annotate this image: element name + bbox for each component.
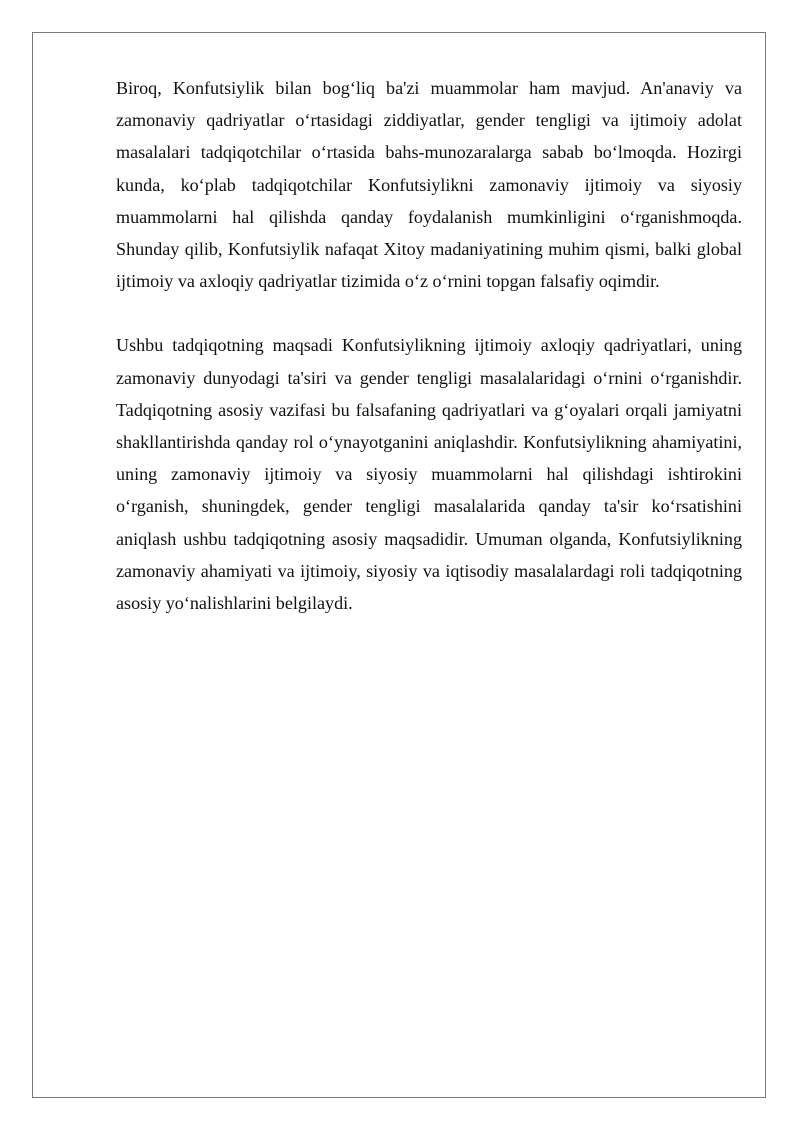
paragraph-1: Biroq, Konfutsiylik bilan bog‘liq ba'zi muammolar ham mavjud. An'anaviy va zamonaviy qadriyatlar o‘rtasidagi ziddiyatlar, gender tengligi va ijtimoiy adolat masalalari tadqiqotchilar o‘rtasida bahs-munozaralarga sabab bo‘lmoqda. Hozirgi kunda, ko‘plab tadqiqotchilar Konfutsiylikni zamonaviy ijtimoiy va siyosiy muammolarni hal qilishda qanday foydalanish mumkinligini o‘rganishmoqda. Shunday qilib, Konfutsiylik nafaqat Xitoy madaniyatining muhim qismi, balki global ijtimoiy va axloqiy qadriyatlar tizimida o‘z o‘rnini topgan falsafiy oqimdir. [116, 78, 742, 292]
paragraph-2: Ushbu tadqiqotning maqsadi Konfutsiylikning ijtimoiy axloqiy qadriyatlari, uning zamonaviy dunyodagi ta'siri va gender tengligi masalalaridagi o‘rnini o‘rganishdir. Tadqiqotning asosiy vazifasi bu falsafaning qadriyatlari va g‘oyalari orqali jamiyatni shakllantirishda qanday rol o‘ynayotganini aniqlashdir. Konfutsiylikning ahamiyatini, uning zamonaviy ijtimoiy va siyosiy muammolarni hal qilishdagi ishtirokini o‘rganish, shuningdek, gender tengligi masalalarida qanday ta'sir ko‘rsatishini aniqlash ushbu tadqiqotning asosiy maqsadidir. Umuman olganda, Konfutsiylikning zamonaviy ahamiyati va ijtimoiy, siyosiy va iqtisodiy masalalardagi roli tadqiqotning asosiy yo‘nalishlarini belgilaydi. [116, 335, 742, 614]
document-body [116, 72, 742, 619]
